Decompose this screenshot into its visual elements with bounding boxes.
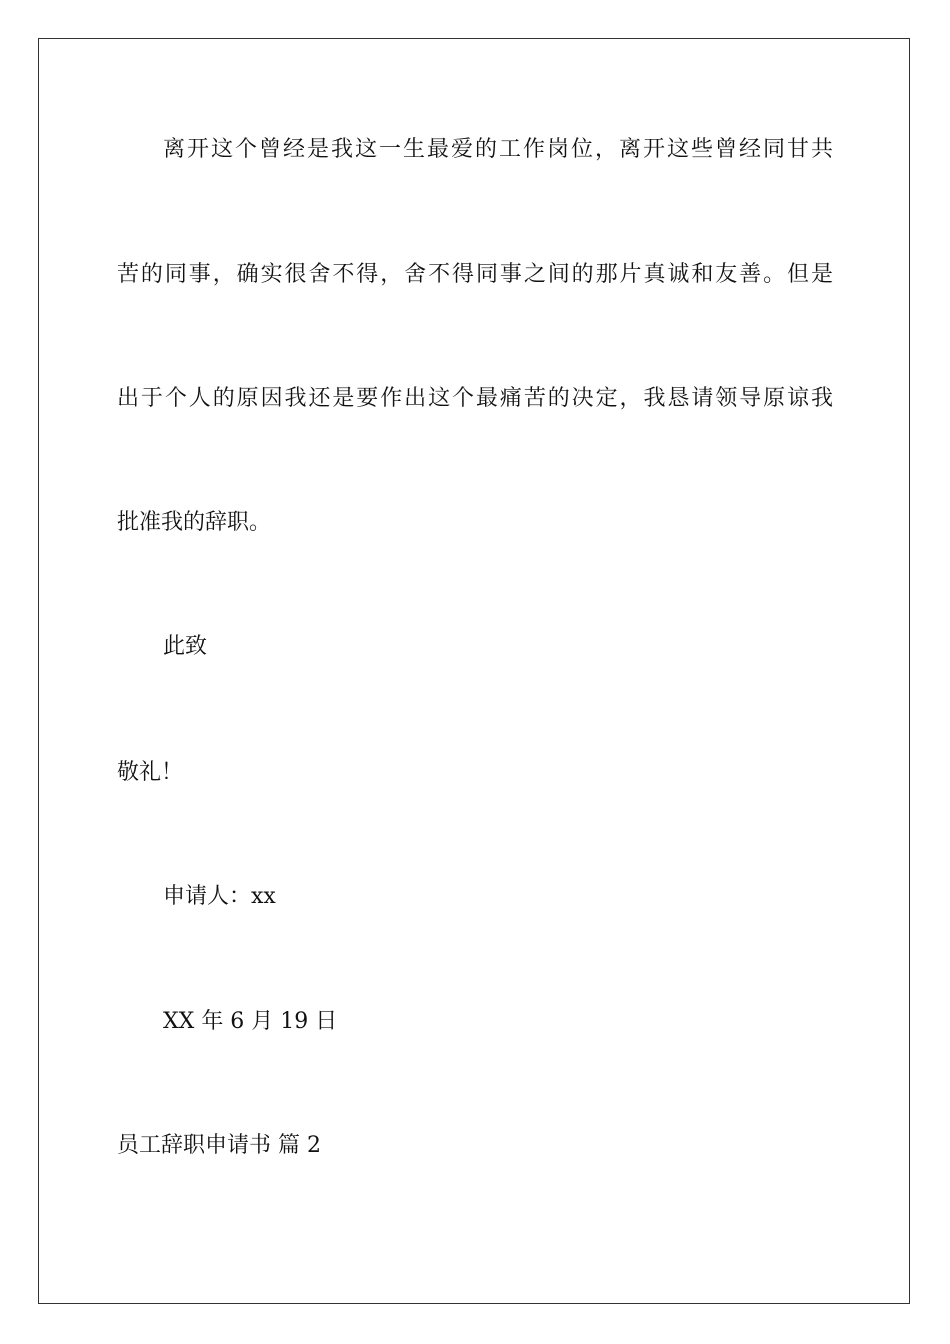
body-line-2: 苦的同事，确实很舍不得，舍不得同事之间的那片真诚和友善。但是 <box>117 262 833 287</box>
closing-salutation: 此致 <box>163 634 208 659</box>
body-line-1: 离开这个曾经是我这一生最爱的工作岗位，离开这些曾经同甘共 <box>163 137 833 162</box>
body-line-4: 批准我的辞职。 <box>117 510 272 535</box>
body-line-3: 出于个人的原因我还是要作出这个最痛苦的决定，我恳请领导原谅我 <box>117 386 833 411</box>
date-line: XX 年 6 月 19 日 <box>163 1009 338 1034</box>
section-heading: 员工辞职申请书 篇 2 <box>117 1133 321 1158</box>
closing-respect: 敬礼！ <box>117 760 184 785</box>
applicant-signature: 申请人：xx <box>163 884 276 909</box>
page-border <box>38 38 910 1304</box>
